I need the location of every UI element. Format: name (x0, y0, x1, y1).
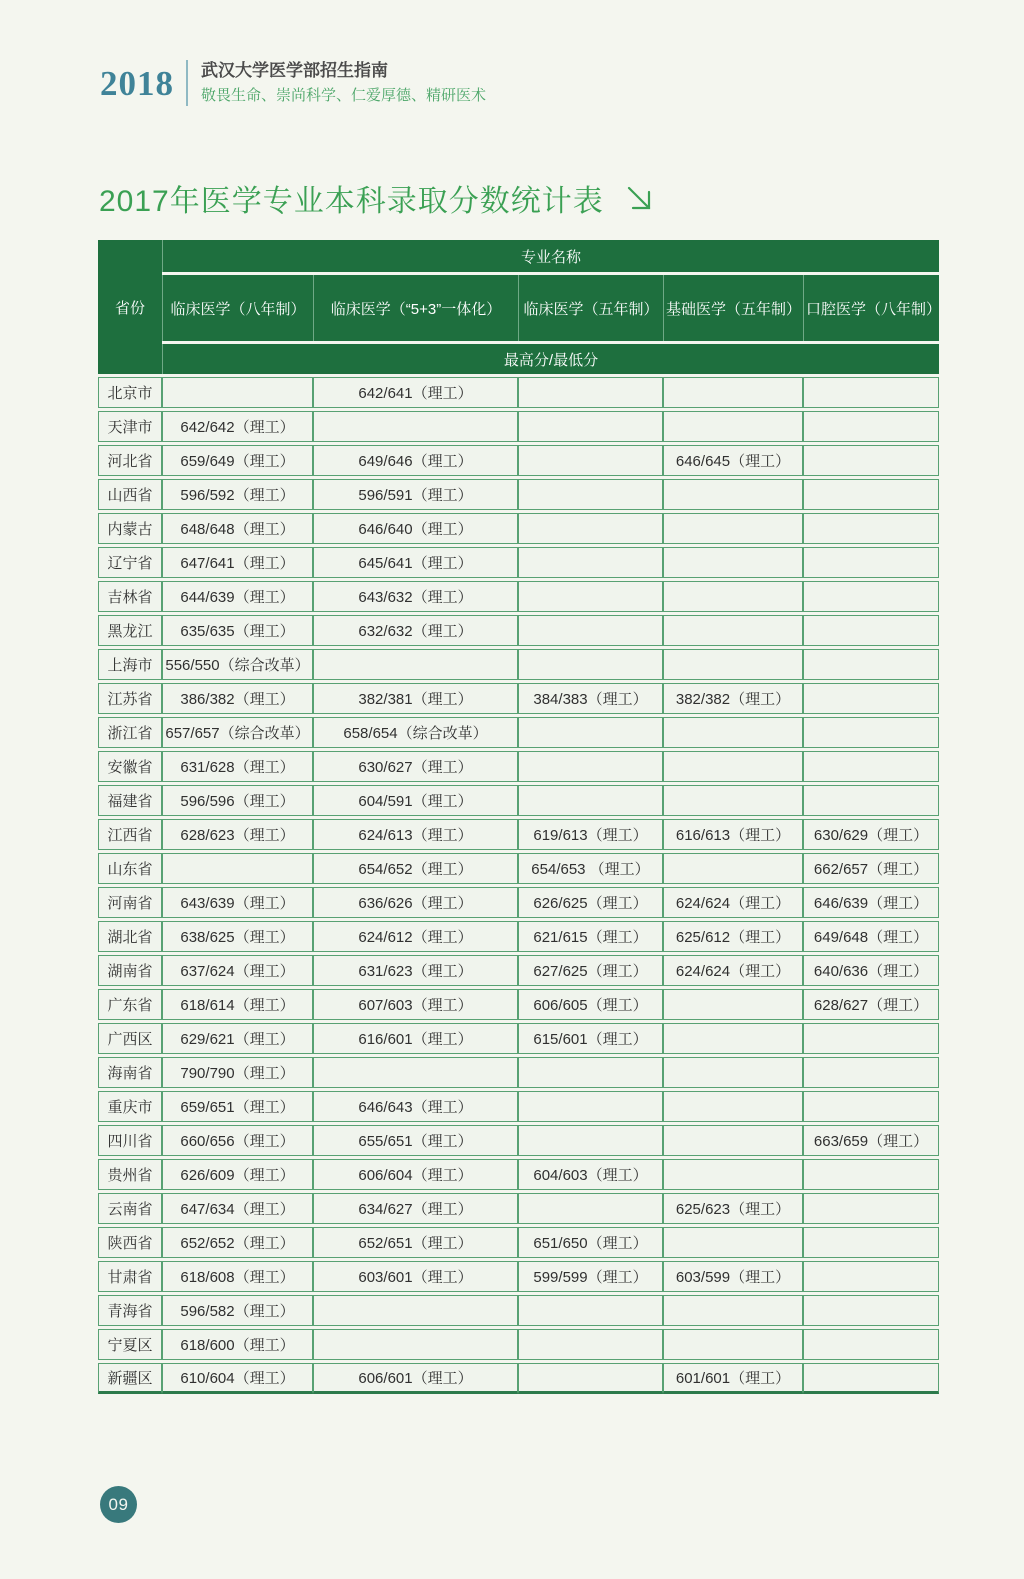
score-cell (663, 1057, 803, 1088)
score-cell (663, 1227, 803, 1258)
table-row (98, 1023, 939, 1054)
score-cell (313, 649, 518, 680)
score-cell (518, 581, 663, 612)
score-cell (663, 853, 803, 884)
score-cell: 662/657（理工） (803, 853, 939, 884)
score-cell: 642/641（理工） (313, 377, 518, 408)
score-cell: 625/612（理工） (663, 921, 803, 952)
table-row (98, 1363, 939, 1394)
score-cell: 606/601（理工） (313, 1363, 518, 1394)
table-row (98, 921, 939, 952)
score-cell: 625/623（理工） (663, 1193, 803, 1224)
score-cell (663, 1125, 803, 1156)
score-cell (803, 581, 939, 612)
score-cell (518, 513, 663, 544)
score-cell: 654/652（理工） (313, 853, 518, 884)
province-cell: 黑龙江 (98, 615, 162, 646)
score-cell: 655/651（理工） (313, 1125, 518, 1156)
score-cell (518, 1057, 663, 1088)
province-cell: 广东省 (98, 989, 162, 1020)
province-cell: 吉林省 (98, 581, 162, 612)
score-cell: 632/632（理工） (313, 615, 518, 646)
brand-divider (186, 60, 188, 106)
score-range-header: 最高分/最低分 (162, 344, 939, 374)
table-row (98, 1125, 939, 1156)
table-row (98, 479, 939, 510)
province-cell: 辽宁省 (98, 547, 162, 578)
score-cell: 658/654（综合改革） (313, 717, 518, 748)
score-cell: 631/623（理工） (313, 955, 518, 986)
score-cell (663, 1023, 803, 1054)
score-cell (663, 1295, 803, 1326)
score-cell: 657/657（综合改革） (162, 717, 313, 748)
table-row (98, 1295, 939, 1326)
score-cell: 596/591（理工） (313, 479, 518, 510)
table-row (98, 445, 939, 476)
table-row (98, 683, 939, 714)
score-cell (803, 1295, 939, 1326)
score-cell (518, 649, 663, 680)
brand-text (201, 61, 486, 105)
score-cell (663, 1329, 803, 1360)
province-cell: 山西省 (98, 479, 162, 510)
score-cell: 660/656（理工） (162, 1125, 313, 1156)
score-cell: 596/582（理工） (162, 1295, 313, 1326)
score-cell: 790/790（理工） (162, 1057, 313, 1088)
score-cell (803, 1261, 939, 1292)
province-cell: 福建省 (98, 785, 162, 816)
score-cell (663, 649, 803, 680)
score-cell (803, 411, 939, 442)
score-cell (803, 479, 939, 510)
score-cell (313, 1057, 518, 1088)
table-row (98, 649, 939, 680)
province-cell: 青海省 (98, 1295, 162, 1326)
score-cell (803, 1159, 939, 1190)
score-cell: 624/624（理工） (663, 887, 803, 918)
province-cell: 新疆区 (98, 1363, 162, 1394)
score-cell: 607/603（理工） (313, 989, 518, 1020)
score-cell (803, 1091, 939, 1122)
score-cell (313, 1329, 518, 1360)
score-cell: 603/599（理工） (663, 1261, 803, 1292)
score-cell: 634/627（理工） (313, 1193, 518, 1224)
province-column-header: 省份 (98, 240, 162, 374)
score-cell: 601/601（理工） (663, 1363, 803, 1394)
section-title-row (99, 176, 654, 220)
score-cell: 618/614（理工） (162, 989, 313, 1020)
score-cell (803, 751, 939, 782)
score-cell (518, 1295, 663, 1326)
score-cell (803, 615, 939, 646)
score-cell (663, 751, 803, 782)
score-cell (663, 615, 803, 646)
table-row (98, 989, 939, 1020)
table-row (98, 513, 939, 544)
score-cell: 651/650（理工） (518, 1227, 663, 1258)
province-cell: 海南省 (98, 1057, 162, 1088)
score-cell (518, 411, 663, 442)
arrow-down-right-icon (624, 183, 654, 213)
score-cell (803, 683, 939, 714)
score-cell: 635/635（理工） (162, 615, 313, 646)
province-cell: 河南省 (98, 887, 162, 918)
score-cell (162, 377, 313, 408)
table-row (98, 717, 939, 748)
score-cell: 596/596（理工） (162, 785, 313, 816)
brand-motto: 敬畏生命、崇尚科学、仁爱厚德、精研医术 (201, 87, 487, 105)
score-cell (518, 377, 663, 408)
score-cell: 629/621（理工） (162, 1023, 313, 1054)
score-cell: 619/613（理工） (518, 819, 663, 850)
table-row (98, 547, 939, 578)
score-cell: 640/636（理工） (803, 955, 939, 986)
score-cell: 606/605（理工） (518, 989, 663, 1020)
table-row (98, 853, 939, 884)
major-group-header: 专业名称 (162, 240, 939, 272)
score-cell: 628/623（理工） (162, 819, 313, 850)
score-cell: 386/382（理工） (162, 683, 313, 714)
brand-header (100, 60, 486, 106)
table-row (98, 1159, 939, 1190)
score-cell: 603/601（理工） (313, 1261, 518, 1292)
table-row (98, 1227, 939, 1258)
score-cell (803, 649, 939, 680)
score-cell (518, 547, 663, 578)
score-cell: 654/653 （理工） (518, 853, 663, 884)
score-cell (313, 411, 518, 442)
score-cell (518, 479, 663, 510)
score-cell (803, 1227, 939, 1258)
score-cell: 637/624（理工） (162, 955, 313, 986)
score-cell (663, 989, 803, 1020)
score-table (98, 237, 942, 1397)
score-table-body (98, 377, 939, 1394)
table-row (98, 1091, 939, 1122)
province-cell: 甘肃省 (98, 1261, 162, 1292)
province-cell: 江西省 (98, 819, 162, 850)
score-cell: 663/659（理工） (803, 1125, 939, 1156)
column-header-clinical-8yr: 临床医学（八年制） (162, 275, 313, 341)
score-table-head (98, 240, 942, 374)
header-row-score (98, 344, 939, 374)
score-cell (162, 853, 313, 884)
score-cell (663, 581, 803, 612)
score-cell (663, 377, 803, 408)
column-header-clinical-5plus3: 临床医学（“5+3”一体化） (313, 275, 518, 341)
score-cell (518, 1091, 663, 1122)
score-cell: 636/626（理工） (313, 887, 518, 918)
province-cell: 宁夏区 (98, 1329, 162, 1360)
score-cell (518, 717, 663, 748)
score-cell: 616/613（理工） (663, 819, 803, 850)
province-cell: 湖南省 (98, 955, 162, 986)
province-cell: 河北省 (98, 445, 162, 476)
province-cell: 安徽省 (98, 751, 162, 782)
column-header-clinical-5yr: 临床医学（五年制） (518, 275, 663, 341)
province-cell: 广西区 (98, 1023, 162, 1054)
score-cell: 599/599（理工） (518, 1261, 663, 1292)
brand-guide-title: 武汉大学医学部招生指南 (201, 60, 388, 80)
table-row (98, 751, 939, 782)
score-cell: 627/625（理工） (518, 955, 663, 986)
score-cell (313, 1295, 518, 1326)
score-cell: 626/625（理工） (518, 887, 663, 918)
score-cell (803, 1023, 939, 1054)
score-table-wrap (98, 237, 942, 1397)
score-cell: 382/381（理工） (313, 683, 518, 714)
score-cell (803, 1193, 939, 1224)
score-cell: 621/615（理工） (518, 921, 663, 952)
score-cell (803, 377, 939, 408)
score-cell (803, 1363, 939, 1394)
table-row (98, 377, 939, 408)
score-cell (518, 1193, 663, 1224)
province-cell: 贵州省 (98, 1159, 162, 1190)
header-row-majors (98, 275, 939, 341)
score-cell: 626/609（理工） (162, 1159, 313, 1190)
score-cell (663, 479, 803, 510)
score-cell (803, 445, 939, 476)
score-cell: 628/627（理工） (803, 989, 939, 1020)
province-cell: 湖北省 (98, 921, 162, 952)
province-cell: 山东省 (98, 853, 162, 884)
score-cell: 646/639（理工） (803, 887, 939, 918)
province-cell: 云南省 (98, 1193, 162, 1224)
table-row (98, 581, 939, 612)
score-cell (518, 785, 663, 816)
table-row (98, 1261, 939, 1292)
score-cell: 604/603（理工） (518, 1159, 663, 1190)
column-header-stomatology-8yr: 口腔医学（八年制） (803, 275, 939, 341)
table-row (98, 955, 939, 986)
score-cell: 647/634（理工） (162, 1193, 313, 1224)
score-cell (803, 547, 939, 578)
score-cell: 643/632（理工） (313, 581, 518, 612)
province-cell: 浙江省 (98, 717, 162, 748)
score-cell: 624/624（理工） (663, 955, 803, 986)
score-cell: 646/640（理工） (313, 513, 518, 544)
score-cell (663, 1159, 803, 1190)
brand-year: 2018 (100, 63, 174, 103)
table-row (98, 785, 939, 816)
score-cell: 615/601（理工） (518, 1023, 663, 1054)
score-cell (663, 547, 803, 578)
province-cell: 上海市 (98, 649, 162, 680)
score-cell: 643/639（理工） (162, 887, 313, 918)
score-cell: 618/600（理工） (162, 1329, 313, 1360)
province-cell: 江苏省 (98, 683, 162, 714)
score-cell: 642/642（理工） (162, 411, 313, 442)
score-cell (803, 1057, 939, 1088)
score-cell: 618/608（理工） (162, 1261, 313, 1292)
table-row (98, 1193, 939, 1224)
page-title: 2017年医学专业本科录取分数统计表 (99, 185, 604, 218)
score-cell: 638/625（理工） (162, 921, 313, 952)
score-cell (803, 785, 939, 816)
score-cell: 645/641（理工） (313, 547, 518, 578)
score-cell (803, 717, 939, 748)
score-cell: 652/652（理工） (162, 1227, 313, 1258)
header-row-group (98, 240, 939, 272)
score-cell: 644/639（理工） (162, 581, 313, 612)
score-cell: 659/649（理工） (162, 445, 313, 476)
score-cell: 624/613（理工） (313, 819, 518, 850)
score-cell: 649/648（理工） (803, 921, 939, 952)
score-cell: 631/628（理工） (162, 751, 313, 782)
score-cell: 646/643（理工） (313, 1091, 518, 1122)
score-cell (663, 513, 803, 544)
score-cell (663, 785, 803, 816)
score-cell (518, 1329, 663, 1360)
score-cell: 659/651（理工） (162, 1091, 313, 1122)
score-cell: 630/627（理工） (313, 751, 518, 782)
page-number-badge: 09 (100, 1486, 137, 1523)
score-cell: 384/383（理工） (518, 683, 663, 714)
score-cell: 648/648（理工） (162, 513, 313, 544)
score-cell: 630/629（理工） (803, 819, 939, 850)
score-cell (803, 1329, 939, 1360)
column-header-basic-5yr: 基础医学（五年制） (663, 275, 803, 341)
table-row (98, 615, 939, 646)
score-cell: 624/612（理工） (313, 921, 518, 952)
score-cell: 616/601（理工） (313, 1023, 518, 1054)
table-row (98, 1329, 939, 1360)
score-cell (803, 513, 939, 544)
table-row (98, 887, 939, 918)
score-cell: 382/382（理工） (663, 683, 803, 714)
score-cell (518, 1363, 663, 1394)
province-cell: 天津市 (98, 411, 162, 442)
score-cell: 606/604（理工） (313, 1159, 518, 1190)
score-cell (518, 615, 663, 646)
table-row (98, 411, 939, 442)
score-cell: 649/646（理工） (313, 445, 518, 476)
score-cell: 610/604（理工） (162, 1363, 313, 1394)
province-cell: 四川省 (98, 1125, 162, 1156)
score-cell (518, 445, 663, 476)
table-row (98, 1057, 939, 1088)
score-cell (518, 1125, 663, 1156)
score-cell (663, 1091, 803, 1122)
score-cell (663, 411, 803, 442)
score-cell (663, 717, 803, 748)
province-cell: 内蒙古 (98, 513, 162, 544)
score-cell: 604/591（理工） (313, 785, 518, 816)
province-cell: 重庆市 (98, 1091, 162, 1122)
score-cell: 652/651（理工） (313, 1227, 518, 1258)
table-row (98, 819, 939, 850)
score-cell: 556/550（综合改革） (162, 649, 313, 680)
score-cell (518, 751, 663, 782)
score-cell: 647/641（理工） (162, 547, 313, 578)
province-cell: 陕西省 (98, 1227, 162, 1258)
score-cell: 596/592（理工） (162, 479, 313, 510)
province-cell: 北京市 (98, 377, 162, 408)
score-cell: 646/645（理工） (663, 445, 803, 476)
